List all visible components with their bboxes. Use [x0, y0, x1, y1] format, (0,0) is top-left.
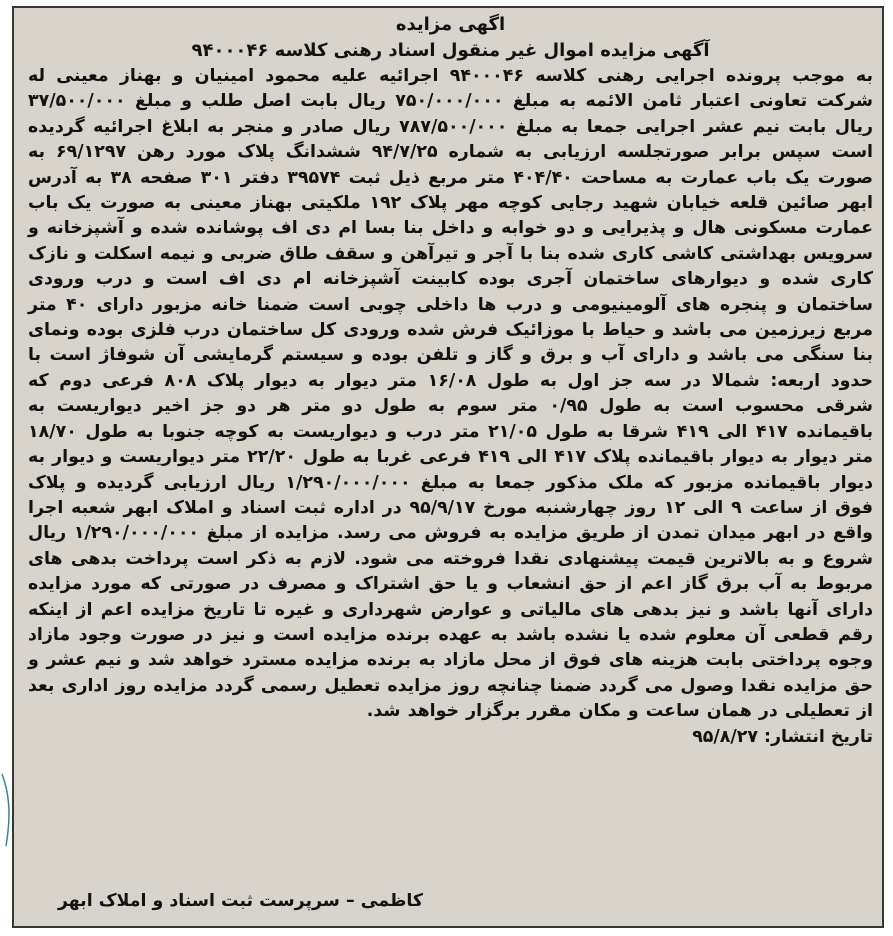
newspaper-clipping	[12, 6, 884, 928]
signature-row	[28, 888, 873, 914]
publish-date: تاریخ انتشار: ۹۵/۸/۲۷	[692, 726, 873, 747]
signature: کاظمی – سرپرست ثبت اسناد و املاک ابهر	[57, 891, 423, 911]
notice-title: اگهی مزایده	[395, 14, 506, 35]
notice-body: به موجب پرونده اجرایی رهنی کلاسه ۹۴۰۰۰۴۶ اجرائیه علیه محمود امینیان و بهناز معینی له شرکت تعاونی اعتبار ثامن الائمه به مبلغ ۷۵۰/۰۰۰/۰۰۰ ریال بابت اصل طلب و مبلغ ۳۷/۵۰۰/۰۰۰ ریال بابت نیم عشر اجرایی جمعا به مبلغ ۷۸۷/۵۰۰/۰۰۰ ریال صادر و منجر به ابلاغ اجرائیه گردیده است سپس برابر صورتجلسه ارزیابی به شماره ۹۴/۷/۲۵ ششدانگ پلاک مورد رهن ۶۹/۱۲۹۷ به صورت یک باب عمارت به مساحت ۴۰۴/۴۰ متر مربع ذیل ثبت ۳۹۵۷۴ دفتر ۳۰۱ صفحه ۳۸ به آدرس ابهر صائین قلعه خیابان شهید رجایی کوچه مهر پلاک ۱۹۲ ملکیتی بهناز معینی به صورت یک باب عمارت مسکونی هال و پذیرایی و دو خوابه و داخل بنا بسا ام دی اف پوشانده شده و آشپزخانه و سرویس بهداشتی کاشی کاری شده بنا با آجر و تیرآهن و سقف طاق ضربی و نیمه اسکلت و نازک کاری شده و دیوارهای ساختمان آجری بوده کابینت آشپزخانه ام دی اف است و درب ورودی ساختمان و پنجره های آلومینیومی و درب ها داخلی چوبی است ضمنا خانه مزبور دارای ۴۰ متر مربع زیرزمین می باشد و حیاط با موزائیک فرش شده ورودی کل ساختمان درب فلزی بوده ونمای بنا سنگی می باشد و دارای آب و برق و گاز و تلفن بوده و سیستم گرمایشی آن شوفاژ است با حدود اربعه: شمالا در سه جز اول به طول ۱۶/۰۸ متر دیوار به دیوار پلاک ۸۰۸ فرعی دوم که شرقی محسوب است به طول ۰/۹۵ متر سوم به طول دو متر هر دو جز اخیر دیواریست به باقیمانده ۴۱۷ الی ۴۱۹ شرقا به طول ۲۱/۰۵ متر درب و دیواریست به کوچه جنوبا به طول ۱۸/۷۰ متر دیوار به دیوار باقیمانده پلاک ۴۱۷ الی ۴۱۹ فرعی غربا به طول ۲۲/۲۰ متر دیواریست و دیوار به دیوار باقیمانده مزبور که ملک مذکور جمعا به مبلغ ۱/۲۹۰/۰۰۰/۰۰۰ ریال ارزیابی گردیده و پلاک فوق از ساعت ۹ الی ۱۲ روز چهارشنبه مورخ ۹۵/۹/۱۷ در اداره ثبت اسناد و املاک ابهر شعبه اجرا واقع در ابهر میدان تمدن از طریق مزایده به فروش می رسد. مزایده از مبلغ ۱/۲۹۰/۰۰۰/۰۰۰ ریال شروع و به بالاترین قیمت پیشنهادی نقدا فروخته می شود. لازم به ذکر است پرداخت بدهی های مربوط به آب برق گاز اعم از حق انشعاب و یا حق اشتراک و مصرف در صورتی که مورد مزایده دارای آنها باشد و نیز بدهی های مالیاتی و عوارض شهرداری و غیره تا تاریخ مزایده اعم از اینکه رقم قطعی آن معلوم شده یا نشده باشد به عهده برنده مزایده است و نیز در صورت وجود مازاد وجوه پرداختی بابت هزینه های فوق از محل مازاد به برنده مزایده مسترد خواهد شد و نیم عشر و حق مزایده نقدا وصول می گردد ضمنا چنانچه روز مزایده تعطیل رسمی گردد مزایده روز اداری بعد از تعطیلی در همان ساعت و مکان مقرر برگزار خواهد شد.	[28, 66, 874, 722]
auction-notice	[28, 12, 873, 750]
pen-mark	[0, 770, 14, 850]
notice-subtitle: آگهی مزایده اموال غیر منقول اسناد رهنی کلاسه ۹۴۰۰۰۴۶	[191, 40, 710, 61]
